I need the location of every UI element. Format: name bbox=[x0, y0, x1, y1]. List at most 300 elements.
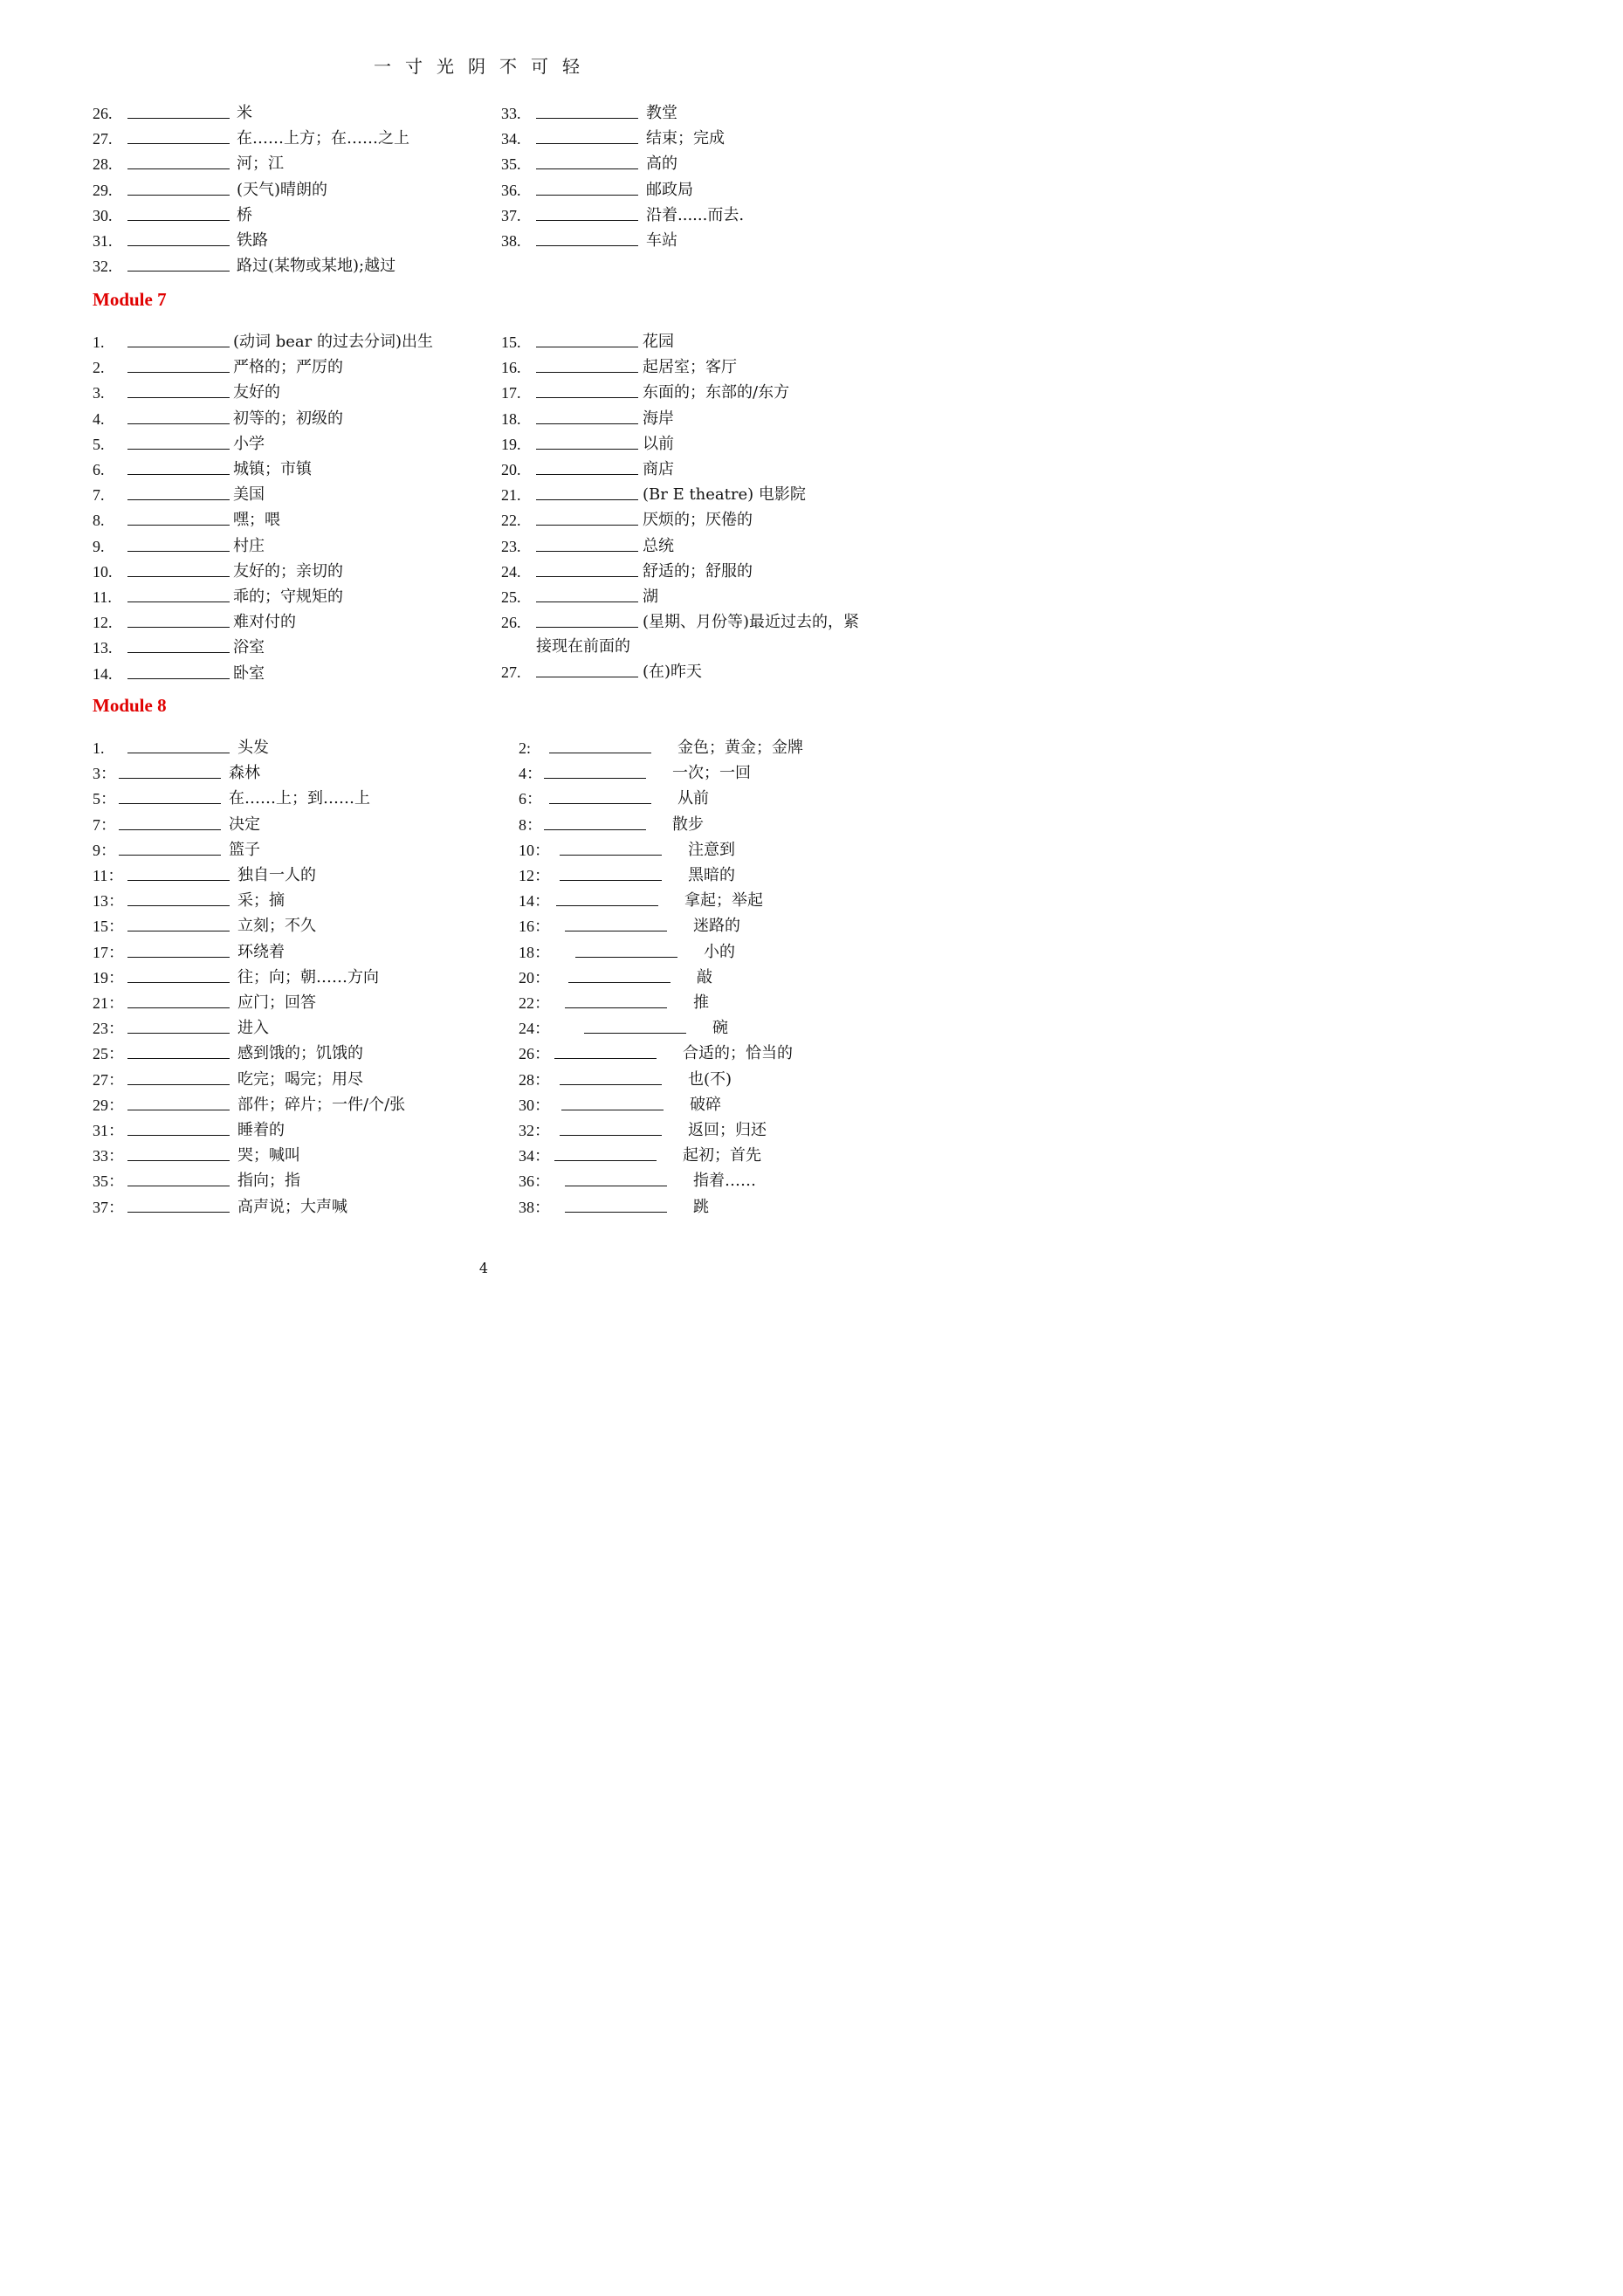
answer-blank[interactable] bbox=[127, 1033, 230, 1034]
vocab-row bbox=[501, 103, 868, 124]
vocab-row bbox=[93, 763, 459, 784]
item-number: 5. bbox=[93, 435, 105, 453]
item-number: 34： bbox=[519, 1147, 550, 1165]
answer-blank[interactable] bbox=[127, 397, 230, 398]
module-8-title: Module 8 bbox=[93, 695, 167, 716]
item-number: 23. bbox=[501, 537, 521, 555]
item-number: 6. bbox=[93, 461, 105, 478]
item-number: 10. bbox=[93, 562, 113, 581]
meaning-text: 睡着的 bbox=[237, 1121, 285, 1139]
meaning-text: (动词 bear 的过去分词)出生 bbox=[233, 333, 433, 351]
item-number: 35： bbox=[93, 1172, 124, 1191]
meaning-text: 高的 bbox=[646, 155, 677, 174]
item-number: 20： bbox=[519, 968, 550, 986]
item-number: 3： bbox=[93, 765, 116, 783]
vocab-row bbox=[93, 154, 459, 175]
answer-blank[interactable] bbox=[127, 143, 230, 144]
meaning-text: 注意到 bbox=[688, 840, 735, 859]
item-number: 32： bbox=[519, 1122, 550, 1139]
meaning-text: 教堂 bbox=[646, 104, 677, 122]
vocab-row bbox=[93, 1120, 459, 1141]
answer-blank[interactable] bbox=[127, 678, 230, 679]
vocab-row bbox=[93, 1043, 459, 1064]
answer-blank[interactable] bbox=[127, 372, 230, 373]
item-number: 27. bbox=[501, 663, 521, 681]
meaning-text: 头发 bbox=[237, 739, 269, 757]
answer-blank[interactable] bbox=[127, 627, 230, 628]
meaning-text: 桥 bbox=[237, 205, 252, 224]
vocab-row bbox=[93, 865, 459, 886]
answer-blank[interactable] bbox=[119, 829, 221, 830]
answer-blank[interactable] bbox=[536, 143, 638, 144]
item-number: 33： bbox=[93, 1147, 124, 1165]
item-number: 17： bbox=[93, 943, 124, 961]
meaning-text: 海岸 bbox=[643, 409, 674, 428]
vocab-row bbox=[501, 662, 868, 683]
vocab-row bbox=[93, 840, 459, 861]
vocab-row bbox=[519, 788, 885, 809]
item-number: 26： bbox=[519, 1045, 550, 1063]
meaning-text: (在)昨天 bbox=[643, 663, 703, 681]
vocab-row bbox=[93, 128, 459, 149]
meaning-text: 村庄 bbox=[233, 536, 265, 555]
answer-blank[interactable] bbox=[536, 627, 638, 628]
answer-blank[interactable] bbox=[127, 499, 230, 500]
item-number: 23： bbox=[93, 1020, 124, 1038]
answer-blank[interactable] bbox=[127, 271, 230, 272]
vocab-row bbox=[501, 434, 868, 455]
meaning-text: 友好的；亲切的 bbox=[233, 561, 343, 581]
vocab-row bbox=[93, 1171, 459, 1192]
item-number: 8. bbox=[93, 512, 105, 530]
item-number: 8： bbox=[519, 815, 542, 834]
meaning-text: 铁路 bbox=[237, 231, 268, 250]
vocab-row bbox=[501, 561, 868, 582]
vocab-row bbox=[519, 763, 885, 784]
meaning-text: 合适的；恰当的 bbox=[683, 1044, 793, 1063]
meaning-text: 采；摘 bbox=[237, 891, 285, 911]
item-number: 37. bbox=[501, 206, 521, 224]
meaning-text: (天气)晴朗的 bbox=[237, 180, 328, 199]
answer-blank[interactable] bbox=[560, 880, 662, 881]
meaning-text: 拿起；举起 bbox=[684, 891, 763, 911]
item-number: 26. bbox=[93, 105, 113, 122]
answer-blank[interactable] bbox=[549, 803, 651, 804]
vocab-row bbox=[501, 332, 868, 353]
vocab-row bbox=[501, 154, 868, 175]
item-number: 30： bbox=[519, 1096, 550, 1114]
item-number: 25. bbox=[501, 588, 521, 606]
item-number: 5： bbox=[93, 790, 116, 808]
meaning-text: 破碎 bbox=[690, 1095, 721, 1114]
meaning-text: 小学 bbox=[233, 434, 265, 453]
answer-blank[interactable] bbox=[554, 1160, 657, 1161]
vocab-row bbox=[93, 510, 459, 531]
item-number: 24. bbox=[501, 562, 521, 581]
vocab-row bbox=[519, 738, 885, 759]
item-number: 37： bbox=[93, 1198, 124, 1216]
item-number: 32. bbox=[93, 258, 113, 276]
item-number: 12： bbox=[519, 867, 550, 884]
item-number: 18. bbox=[501, 409, 521, 428]
meaning-text: 哭；喊叫 bbox=[237, 1146, 300, 1165]
vocab-row bbox=[501, 485, 868, 505]
item-number: 26. bbox=[501, 614, 521, 632]
item-number: 6： bbox=[519, 790, 542, 808]
item-number: 7： bbox=[93, 815, 116, 834]
meaning-text: 总统 bbox=[643, 536, 674, 555]
item-number: 21： bbox=[93, 994, 124, 1012]
meaning-text: 环绕着 bbox=[237, 942, 285, 961]
item-number: 1. bbox=[93, 333, 105, 351]
meaning-text: 跳 bbox=[693, 1197, 709, 1216]
vocab-row bbox=[93, 180, 459, 201]
vocab-row bbox=[93, 637, 459, 658]
vocab-row bbox=[93, 1197, 459, 1218]
meaning-text: 结束；完成 bbox=[646, 129, 725, 148]
vocab-row bbox=[501, 230, 868, 251]
vocab-row bbox=[93, 382, 459, 403]
vocab-row bbox=[501, 587, 868, 608]
meaning-text: 路过(某物或某地);越过 bbox=[237, 257, 396, 276]
answer-blank[interactable] bbox=[584, 1033, 686, 1034]
item-number: 4. bbox=[93, 409, 105, 428]
item-number: 22. bbox=[501, 512, 521, 530]
item-number: 2: bbox=[519, 739, 532, 757]
vocab-row bbox=[501, 128, 868, 149]
item-number: 27： bbox=[93, 1070, 124, 1089]
item-number: 38： bbox=[519, 1198, 550, 1216]
item-number: 11. bbox=[93, 588, 112, 606]
vocab-row bbox=[93, 738, 459, 759]
vocab-row bbox=[93, 815, 459, 835]
meaning-text: 在……上；到……上 bbox=[229, 789, 370, 808]
meaning-text: (星期、月份等)最近过去的，紧 bbox=[643, 613, 860, 632]
meaning-text: 嘿；喂 bbox=[233, 511, 280, 530]
vocab-row bbox=[93, 561, 459, 582]
answer-blank[interactable] bbox=[536, 397, 638, 398]
item-number: 19： bbox=[93, 968, 124, 986]
answer-blank[interactable] bbox=[560, 855, 662, 856]
meaning-text: 部件；碎片；一件/个/张 bbox=[237, 1095, 406, 1114]
meaning-text: 花园 bbox=[643, 333, 674, 351]
vocab-row bbox=[519, 942, 885, 963]
answer-blank[interactable] bbox=[127, 957, 230, 958]
answer-blank[interactable] bbox=[536, 372, 638, 373]
meaning-text: 篮子 bbox=[229, 840, 260, 859]
vocab-row bbox=[93, 1145, 459, 1166]
vocab-row bbox=[93, 788, 459, 809]
meaning-text: 在……上方；在……之上 bbox=[237, 129, 409, 148]
vocab-row bbox=[501, 510, 868, 531]
item-number: 18： bbox=[519, 943, 550, 961]
vocab-row bbox=[93, 409, 459, 430]
item-number: 25： bbox=[93, 1045, 124, 1063]
vocab-row bbox=[93, 663, 459, 684]
meaning-text: 敲 bbox=[697, 967, 712, 986]
meaning-text: 立刻；不久 bbox=[237, 917, 316, 936]
vocab-row bbox=[501, 459, 868, 480]
item-number: 21. bbox=[501, 486, 521, 505]
answer-blank[interactable] bbox=[127, 168, 230, 169]
item-number: 7. bbox=[93, 486, 105, 505]
answer-blank[interactable] bbox=[127, 601, 230, 602]
item-number: 35. bbox=[501, 155, 521, 174]
vocab-row bbox=[93, 230, 459, 251]
answer-blank[interactable] bbox=[536, 551, 638, 552]
vocab-row bbox=[93, 1018, 459, 1039]
item-number: 33. bbox=[501, 105, 521, 122]
vocab-row bbox=[501, 612, 868, 633]
item-number: 1. bbox=[93, 739, 105, 757]
item-number: 27. bbox=[93, 130, 113, 148]
item-number: 2. bbox=[93, 359, 105, 377]
item-number: 31. bbox=[93, 232, 113, 250]
item-number: 28： bbox=[519, 1070, 550, 1089]
item-number: 9. bbox=[93, 537, 105, 555]
vocab-row bbox=[93, 256, 459, 277]
meaning-text: 厌烦的；厌倦的 bbox=[643, 511, 753, 530]
vocab-row bbox=[93, 332, 459, 353]
vocab-row bbox=[501, 205, 868, 226]
meaning-text: 东面的；东部的/东方 bbox=[643, 383, 790, 402]
answer-blank[interactable] bbox=[565, 1007, 667, 1008]
answer-blank[interactable] bbox=[127, 245, 230, 246]
item-number: 34. bbox=[501, 130, 521, 148]
vocab-row bbox=[93, 357, 459, 378]
meaning-text: 一次；一回 bbox=[672, 764, 751, 783]
answer-blank[interactable] bbox=[560, 1084, 662, 1085]
vocab-row bbox=[519, 916, 885, 937]
item-number: 29. bbox=[93, 181, 113, 199]
vocab-row bbox=[519, 993, 885, 1014]
vocab-row bbox=[501, 180, 868, 201]
answer-blank[interactable] bbox=[536, 525, 638, 526]
vocab-row bbox=[519, 815, 885, 835]
answer-blank[interactable] bbox=[575, 957, 677, 958]
meaning-text: 小的 bbox=[704, 942, 735, 961]
vocab-row bbox=[519, 1145, 885, 1166]
answer-blank[interactable] bbox=[119, 855, 221, 856]
vocab-row bbox=[519, 1043, 885, 1064]
meaning-text: 难对付的 bbox=[233, 613, 296, 632]
answer-blank[interactable] bbox=[127, 1135, 230, 1136]
vocab-row bbox=[93, 459, 459, 480]
module-7-title: Module 7 bbox=[93, 289, 167, 310]
meaning-text: 城镇；市镇 bbox=[233, 460, 312, 478]
meaning-text: (Br E theatre) 电影院 bbox=[643, 485, 806, 505]
item-number: 30. bbox=[93, 206, 113, 224]
vocab-row bbox=[519, 890, 885, 911]
meaning-text: 初等的；初级的 bbox=[233, 409, 343, 428]
meaning-text: 商店 bbox=[643, 460, 674, 478]
answer-blank[interactable] bbox=[536, 576, 638, 577]
meaning-text: 指着…… bbox=[693, 1172, 756, 1191]
item-number: 16. bbox=[501, 359, 521, 377]
item-number: 10： bbox=[519, 841, 550, 859]
page-header: 一寸光阴不可轻 bbox=[374, 56, 594, 77]
answer-blank[interactable] bbox=[127, 1160, 230, 1161]
item-number: 19. bbox=[501, 435, 521, 453]
meaning-continuation: 接现在前面的 bbox=[536, 637, 630, 656]
item-number: 29： bbox=[93, 1096, 124, 1114]
item-number: 20. bbox=[501, 461, 521, 478]
vocab-row bbox=[93, 993, 459, 1014]
meaning-text: 散步 bbox=[672, 815, 704, 834]
answer-blank[interactable] bbox=[127, 880, 230, 881]
vocab-row bbox=[93, 612, 459, 633]
item-number: 22： bbox=[519, 994, 550, 1012]
answer-blank[interactable] bbox=[565, 1212, 667, 1213]
meaning-text: 河；江 bbox=[237, 155, 284, 174]
meaning-text: 指向；指 bbox=[237, 1172, 300, 1191]
item-number: 28. bbox=[93, 155, 113, 174]
meaning-text: 浴室 bbox=[233, 638, 265, 657]
item-number: 13： bbox=[93, 892, 124, 911]
item-number: 17. bbox=[501, 384, 521, 402]
meaning-text: 应门；回答 bbox=[237, 993, 316, 1012]
item-number: 24： bbox=[519, 1020, 550, 1038]
meaning-text: 森林 bbox=[229, 764, 260, 783]
answer-blank[interactable] bbox=[127, 982, 230, 983]
meaning-text: 起居室；客厅 bbox=[643, 358, 737, 377]
meaning-text: 卧室 bbox=[233, 663, 265, 683]
meaning-text: 沿着......而去. bbox=[646, 205, 745, 224]
meaning-text: 进入 bbox=[237, 1019, 269, 1038]
answer-blank[interactable] bbox=[536, 195, 638, 196]
answer-blank[interactable] bbox=[119, 778, 221, 779]
vocab-row bbox=[93, 890, 459, 911]
answer-blank[interactable] bbox=[127, 195, 230, 196]
vocab-row bbox=[93, 103, 459, 124]
meaning-text: 严格的；严厉的 bbox=[233, 358, 343, 377]
meaning-text: 返回；归还 bbox=[688, 1121, 767, 1139]
meaning-text: 舒适的；舒服的 bbox=[643, 561, 753, 581]
answer-blank[interactable] bbox=[536, 118, 638, 119]
meaning-text: 感到饿的；饥饿的 bbox=[237, 1044, 363, 1063]
item-number: 11： bbox=[93, 867, 124, 884]
vocab-row bbox=[519, 1018, 885, 1039]
meaning-text: 独自一人的 bbox=[237, 866, 316, 884]
answer-blank[interactable] bbox=[127, 905, 230, 906]
meaning-text: 黑暗的 bbox=[688, 866, 735, 884]
answer-blank[interactable] bbox=[127, 220, 230, 221]
meaning-text: 往；向；朝……方向 bbox=[237, 967, 379, 986]
answer-blank[interactable] bbox=[536, 601, 638, 602]
answer-blank[interactable] bbox=[127, 449, 230, 450]
answer-blank[interactable] bbox=[560, 1135, 662, 1136]
vocab-row bbox=[519, 1069, 885, 1090]
answer-blank[interactable] bbox=[536, 245, 638, 246]
vocab-row bbox=[501, 536, 868, 557]
meaning-text: 起初；首先 bbox=[683, 1146, 761, 1165]
vocab-row bbox=[93, 916, 459, 937]
item-number: 38. bbox=[501, 232, 521, 250]
vocab-row bbox=[519, 1171, 885, 1192]
meaning-text: 迷路的 bbox=[693, 917, 740, 936]
answer-blank[interactable] bbox=[536, 474, 638, 475]
document-page bbox=[0, 0, 967, 1369]
meaning-text: 推 bbox=[693, 993, 709, 1012]
answer-blank[interactable] bbox=[127, 474, 230, 475]
meaning-text: 碗 bbox=[712, 1019, 728, 1038]
vocab-row bbox=[93, 205, 459, 226]
answer-blank[interactable] bbox=[536, 423, 638, 424]
vocab-row bbox=[93, 1069, 459, 1090]
meaning-text: 从前 bbox=[677, 789, 709, 808]
vocab-row bbox=[519, 1120, 885, 1141]
page-number: 4 bbox=[478, 1260, 489, 1276]
answer-blank[interactable] bbox=[127, 576, 230, 577]
answer-blank[interactable] bbox=[127, 423, 230, 424]
vocab-row bbox=[501, 357, 868, 378]
answer-blank[interactable] bbox=[127, 551, 230, 552]
answer-blank[interactable] bbox=[536, 499, 638, 500]
meaning-text: 米 bbox=[237, 104, 252, 122]
vocab-row bbox=[501, 382, 868, 403]
meaning-text: 也(不) bbox=[688, 1069, 732, 1089]
item-number: 15. bbox=[501, 333, 521, 351]
answer-blank[interactable] bbox=[556, 905, 658, 906]
vocab-row bbox=[93, 485, 459, 505]
vocab-row bbox=[519, 1197, 885, 1218]
item-number: 14： bbox=[519, 892, 550, 911]
answer-blank[interactable] bbox=[536, 168, 638, 169]
answer-blank[interactable] bbox=[127, 525, 230, 526]
meaning-text: 邮政局 bbox=[646, 180, 693, 199]
answer-blank[interactable] bbox=[127, 1212, 230, 1213]
vocab-row bbox=[519, 865, 885, 886]
meaning-text: 吃完；喝完；用尽 bbox=[237, 1069, 363, 1089]
answer-blank[interactable] bbox=[554, 1058, 657, 1059]
answer-blank[interactable] bbox=[536, 220, 638, 221]
meaning-text: 友好的 bbox=[233, 383, 280, 402]
answer-blank[interactable] bbox=[127, 1007, 230, 1008]
item-number: 9： bbox=[93, 841, 116, 859]
answer-blank[interactable] bbox=[127, 118, 230, 119]
meaning-text: 高声说；大声喊 bbox=[237, 1197, 347, 1216]
meaning-text: 车站 bbox=[646, 231, 677, 250]
item-number: 12. bbox=[93, 614, 113, 632]
meaning-text: 乖的；守规矩的 bbox=[233, 588, 343, 606]
meaning-text: 湖 bbox=[643, 588, 658, 606]
item-number: 3. bbox=[93, 384, 105, 402]
meaning-text: 美国 bbox=[233, 485, 265, 505]
vocab-row bbox=[519, 1095, 885, 1116]
item-number: 14. bbox=[93, 664, 113, 683]
vocab-row bbox=[93, 587, 459, 608]
answer-blank[interactable] bbox=[536, 449, 638, 450]
meaning-text: 以前 bbox=[643, 434, 674, 453]
vocab-row bbox=[501, 409, 868, 430]
answer-blank[interactable] bbox=[544, 829, 646, 830]
answer-blank[interactable] bbox=[127, 1058, 230, 1059]
item-number: 13. bbox=[93, 639, 113, 657]
answer-blank[interactable] bbox=[127, 652, 230, 653]
vocab-row bbox=[93, 967, 459, 988]
item-number: 36： bbox=[519, 1172, 550, 1191]
item-number: 31： bbox=[93, 1122, 124, 1139]
answer-blank[interactable] bbox=[127, 1084, 230, 1085]
vocab-row bbox=[519, 840, 885, 861]
item-number: 15： bbox=[93, 918, 124, 936]
answer-blank[interactable] bbox=[568, 982, 671, 983]
answer-blank[interactable] bbox=[119, 803, 221, 804]
answer-blank[interactable] bbox=[544, 778, 646, 779]
item-number: 16： bbox=[519, 918, 550, 936]
vocab-row bbox=[519, 967, 885, 988]
meaning-text: 决定 bbox=[229, 815, 260, 834]
